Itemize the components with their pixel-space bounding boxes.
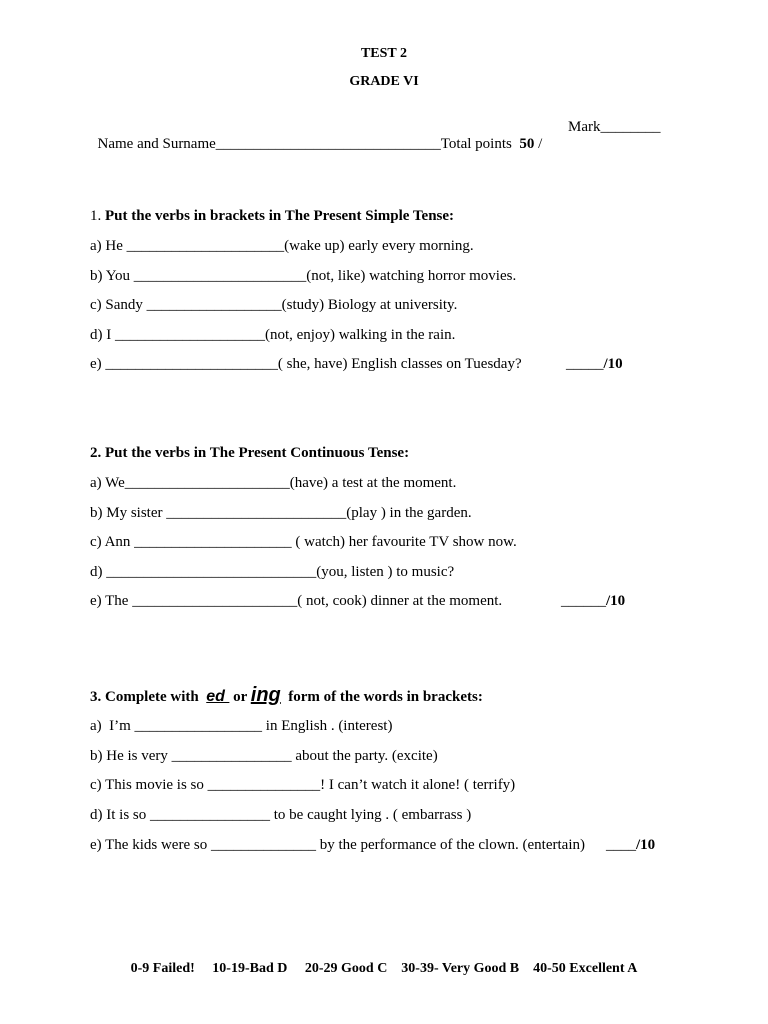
grade-title: GRADE VI (349, 74, 419, 89)
section3-item-a: a) I’m _________________ in English . (interest) (90, 718, 393, 734)
section3-score (606, 837, 655, 854)
section3-or: or (229, 689, 251, 705)
section1-number: 1. (90, 208, 102, 224)
section1-score-total: /10 (603, 356, 623, 372)
section3-score-total: /10 (636, 837, 656, 853)
section2-score (561, 593, 625, 610)
section2-item-a: a) We______________________(have) a test at the moment. (90, 475, 457, 491)
section3-ed: ed (206, 688, 230, 705)
mark-label: Mark________ (568, 119, 661, 135)
section1-item-d: d) I ____________________(not, enjoy) walking in the rain. (90, 327, 456, 343)
section3-score-blank: ____ (606, 837, 636, 853)
section2-title: 2. Put the verbs in The Present Continuous Tense: (90, 445, 410, 461)
section3-title-start: 3. Complete with (90, 689, 203, 705)
section1-title: Put the verbs in brackets in The Present Simple Tense: (101, 208, 455, 224)
name-surname-label: Name and Surname______________________________Total points (97, 136, 512, 152)
section2-score-blank: ______ (561, 593, 606, 609)
total-points-value: 50 (519, 136, 535, 152)
section1-item-e: e) _______________________( she, have) English classes on Tuesday? (90, 356, 522, 372)
section3-item-b: b) He is very ________________ about the party. (excite) (90, 748, 438, 764)
section1-item-a: a) He _____________________(wake up) early every morning. (90, 238, 474, 254)
name-line (90, 119, 542, 153)
section1-score (566, 356, 623, 373)
section2-item-e: e) The ______________________( not, cook) dinner at the moment. (90, 593, 503, 609)
section2-item-c: c) Ann _____________________ ( watch) her favourite TV show now. (90, 534, 517, 550)
section1-item-b: b) You _______________________(not, like) watching horror movies. (90, 268, 517, 284)
section1-item-c: c) Sandy __________________(study) Biology at university. (90, 297, 458, 313)
section2-score-total: /10 (606, 593, 626, 609)
section3-title-end: form of the words in brackets: (284, 689, 483, 705)
section3-item-c: c) This movie is so _______________! I can’t watch it alone! ( terrify) (90, 777, 516, 793)
section2-item-b: b) My sister ________________________(play ) in the garden. (90, 505, 472, 521)
section1-heading (90, 208, 454, 225)
test-title: TEST 2 (360, 46, 408, 61)
section3-ing: ing (250, 684, 281, 706)
section3-title (90, 684, 483, 707)
total-points-slash: / (534, 136, 543, 152)
section2-item-d: d) ____________________________(you, listen ) to music? (90, 564, 455, 580)
section3-item-e: e) The kids were so ______________ by the performance of the clown. (entertain) (90, 837, 585, 853)
grading-scale: 0-9 Failed! 10-19-Bad D 20-29 Good C 30-39- Very Good B 40-50 Excellent A (130, 961, 638, 976)
section1-score-blank: _____ (566, 356, 604, 372)
section3-item-d: d) It is so ________________ to be caught lying . ( embarrass ) (90, 807, 472, 823)
